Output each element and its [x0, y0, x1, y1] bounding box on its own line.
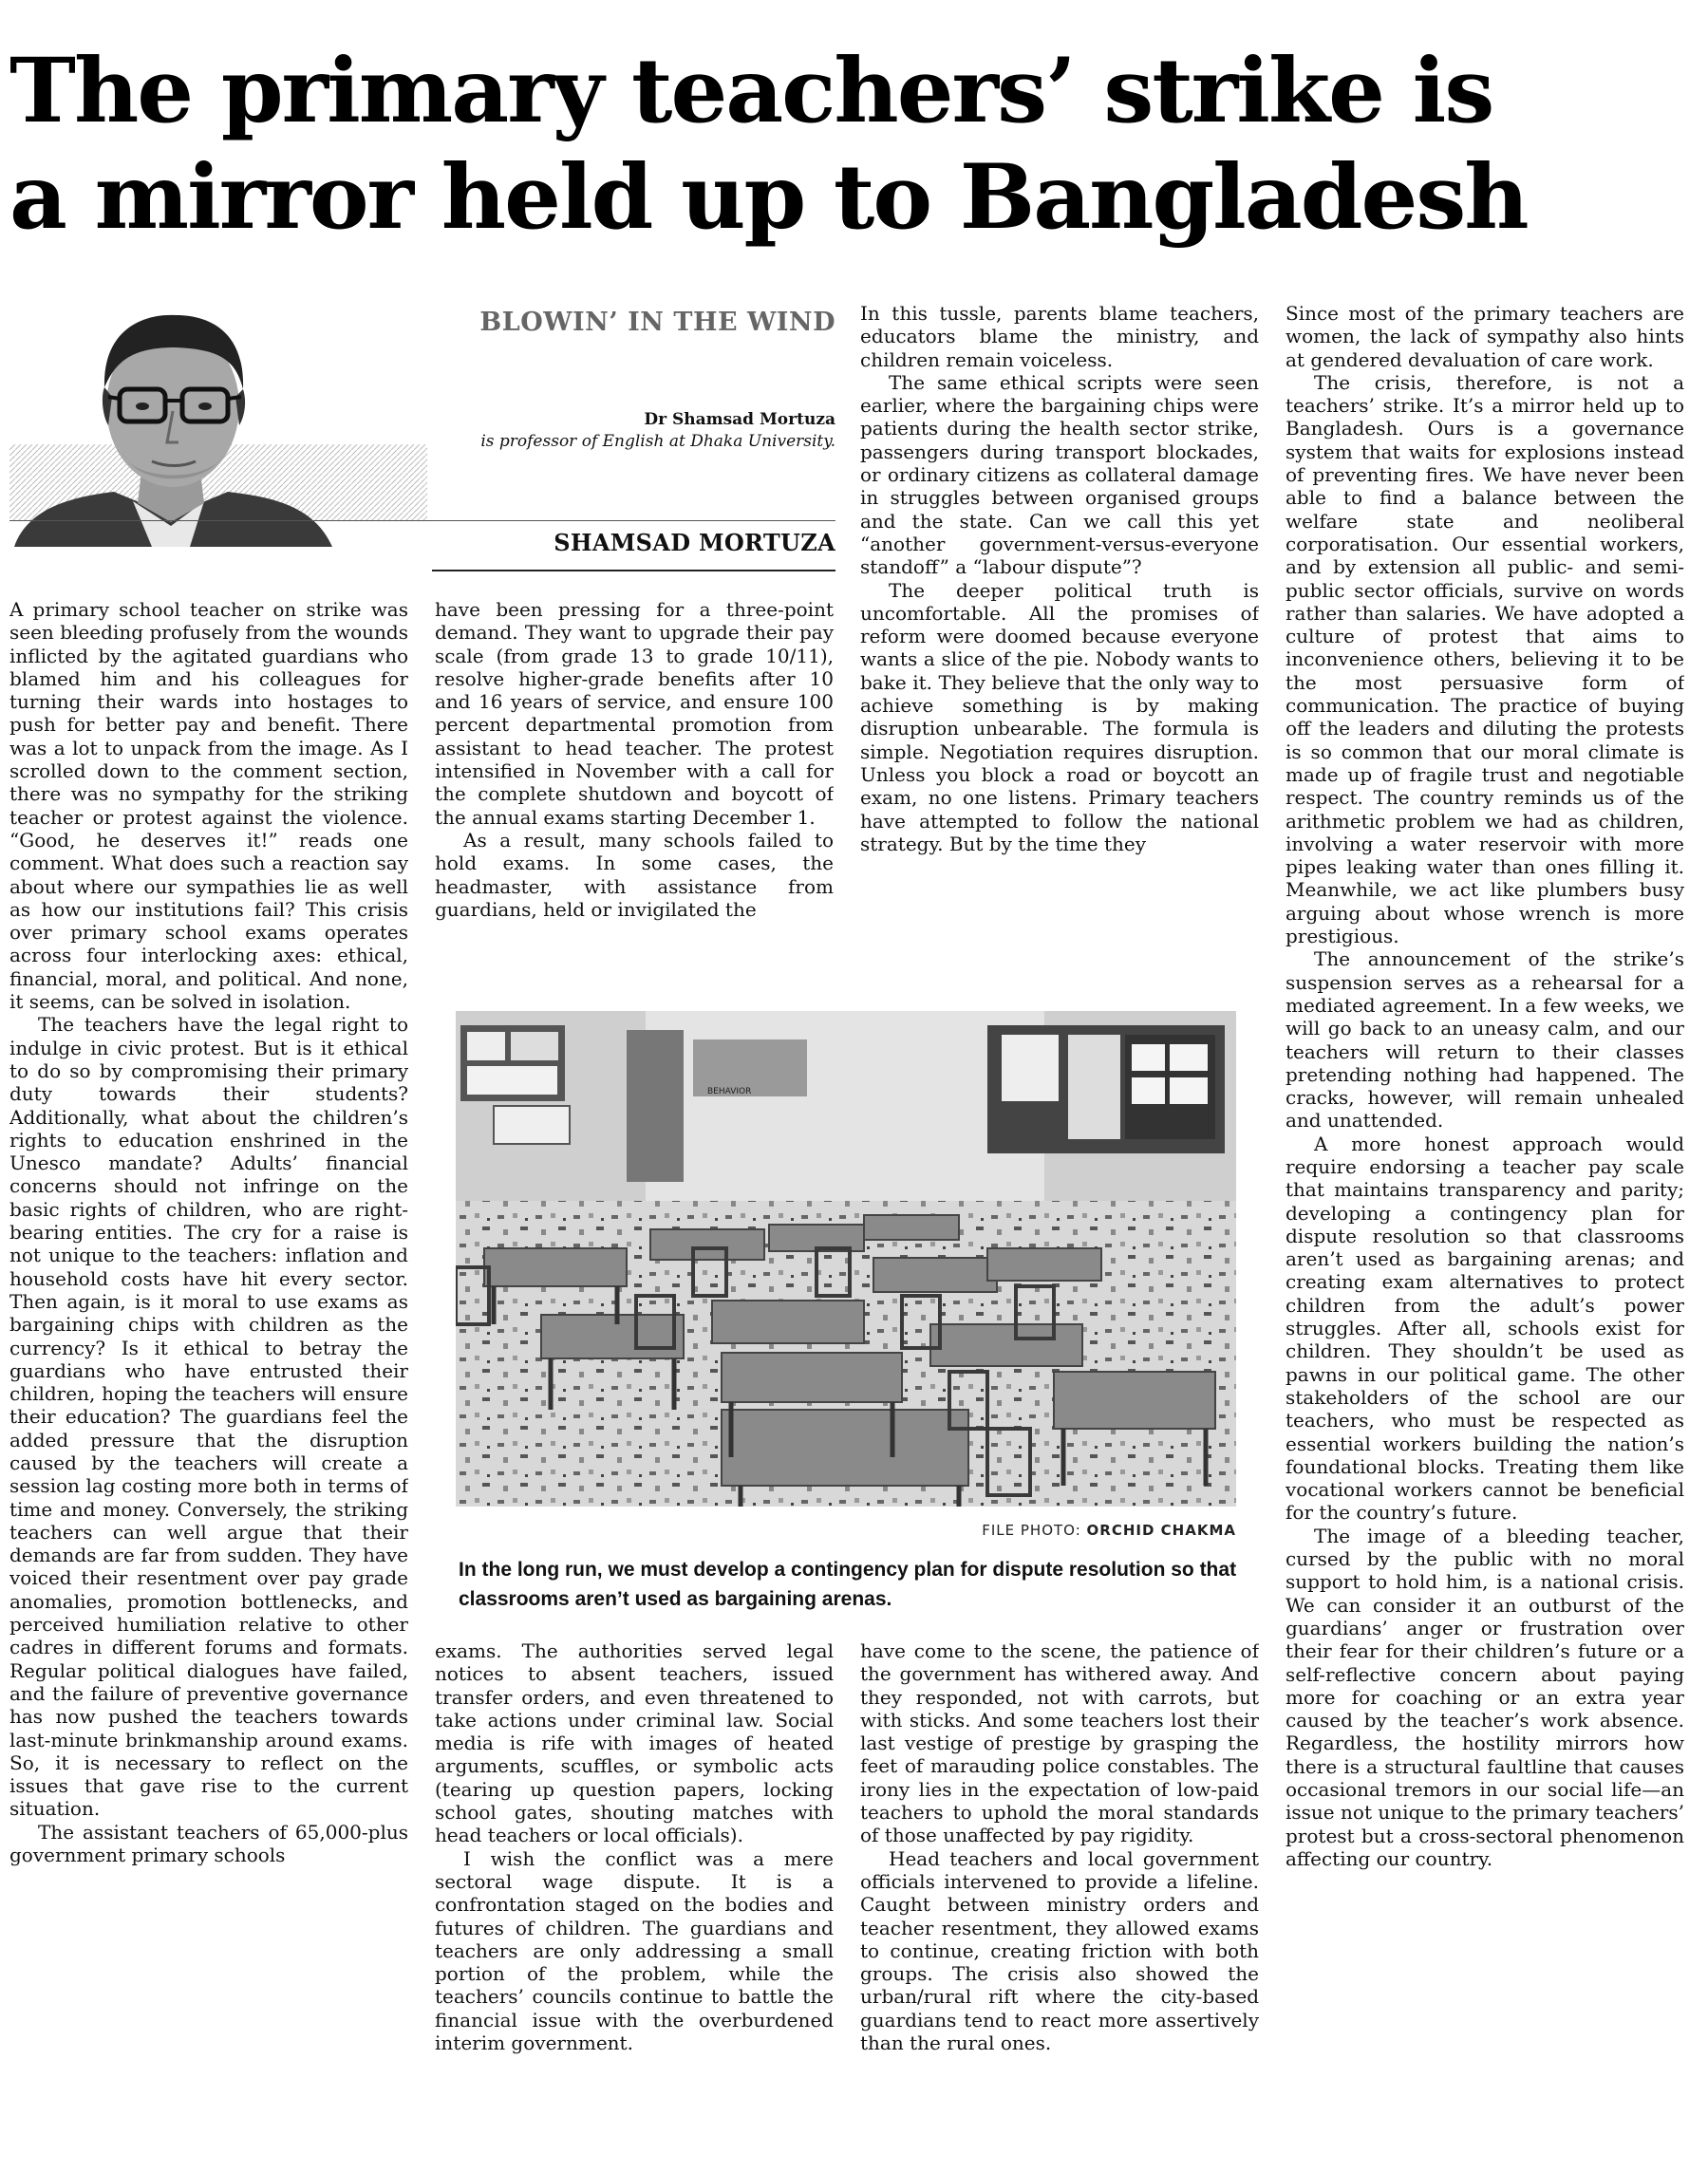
- article-column-2-top: [435, 598, 834, 987]
- paragraph: exams. The authorities served legal notices to absent teachers, issued transfer orders, and even threatened to take actions under criminal law. Social media is rife with images of heated arguments, scuffles, or symbolic acts (tearing up question papers, locking school gates, shouting matches with head teachers or local officials).: [435, 1639, 834, 1847]
- byline: SHAMSAD MORTUZA: [554, 529, 835, 556]
- author-photo: [9, 302, 427, 547]
- paragraph: The crisis, therefore, is not a teachers’ strike. It’s a mirror held up to Bangladesh. Ours is a governance system that waits for explosions instead of preventing fires. We have never been able to find a balance between the welfare state and neoliberal corporatisation. Our essential workers, and by extension all public- and semi-public sector officials, survive on words rather than salaries. We have adopted a culture of protest that aims to inconvenience others, believing it to be the most persuasive form of communication. The practice of buying off the leaders and diluting the protests is so common that our moral climate is made up of fragile trust and negotiable respect. The country reminds us of the arithmetic problem we had as children, involving a water reservoir with more pipes leaking water than ones filling it. Meanwhile, we act like plumbers busy arguing about whose wrench is more prestigious.: [1286, 370, 1684, 948]
- paragraph: A primary school teacher on strike was seen bleeding profusely from the wounds inflicted by the agitated guardians who blamed him and his colleagues for turning their wards into hostages to push for better pay and benefit. There was a lot to unpack from the image. As I scrolled down to the comment section, there was no sympathy for the striking teacher or protest against the violence. “Good, he deserves it!” reads one comment. What does such a reaction say about where our sympathies lie as well as how our institutions fail? This crisis over primary school exams operates across four interlocking axes: ethical, financial, moral, and political. And none, it seems, can be solved in isolation.: [9, 598, 408, 1014]
- article-column-3-bottom: [860, 1639, 1259, 2166]
- paragraph: Since most of the primary teachers are women, the lack of sympathy also hints at gendered devaluation of care work.: [1286, 302, 1684, 371]
- classroom-photo: [456, 1011, 1236, 1507]
- paragraph: The announcement of the strike’s suspension serves as a rehearsal for a mediated agreement. In a few weeks, we will go back to an uneasy calm, and our teachers will return to their classes pretending nothing had happened. The cracks, however, will remain unhealed and unattended.: [1286, 947, 1684, 1133]
- column-label: BLOWIN’ IN THE WIND: [479, 308, 835, 337]
- paragraph: The teachers have the legal right to indulge in civic protest. But is it ethical to do so by compromising their primary duty towards their students? Additionally, what about the children’s rights to education enshrined in the Unesco mandate? Adults’ financial concerns should not infringe on the basic rights of children, who are right-bearing entities. The cry for a raise is not unique to the teachers: inflation and household costs have hit every sector. Then again, is it moral to use exams as bargaining chips with children as the currency? Is it ethical to betray the guardians who have entrusted their children, hoping the teachers will ensure their education? The guardians feel the added pressure that the disruption caused by the teachers will create a session lag costing more both in terms of time and money. Conversely, the striking teachers can well argue that their demands are far from sudden. They have voiced their resentment over pay grade anomalies, promotion bottlenecks, and perceived humiliation relative to other cadres in different forums and formats. Regular political dialogues have failed, and the failure of preventive governance has now pushed the teachers towards last-minute brinkmanship around exams. So, it is necessary to reflect on the issues that gave rise to the current situation.: [9, 1013, 408, 1821]
- paragraph: The image of a bleeding teacher, cursed by the public with no moral support to hold him, is a national crisis. We can consider it an outburst of the guardians’ anger or frustration over their fear for their children’s future or a self-reflective concern about paying more for coaching or an extra year caused by the teacher’s work absence. Regardless, the hostility mirrors how there is a structural faultline that causes occasional tremors in our social life—an issue not unique to the primary teachers’ protest but a cross-sectoral phenomenon affecting our country.: [1286, 1524, 1684, 1870]
- headline-line-1: The primary teachers’ strike is: [9, 39, 1493, 143]
- paragraph: As a result, many schools failed to hold exams. In some cases, the headmaster, with assistance from guardians, held or invigilated the: [435, 828, 834, 921]
- paragraph: have come to the scene, the patience of the government has withered away. And they responded, not with carrots, but with sticks. And some teachers lost their last vestige of prestige by grasping the feet of marauding police constables. The irony lies in the expectation of low-paid teachers to uphold the moral standards of those unaffected by pay rigidity.: [860, 1639, 1259, 1847]
- author-divider: [9, 520, 835, 521]
- article-column-1: [9, 598, 408, 2164]
- article-column-2-bottom: [435, 1639, 834, 2166]
- credit-prefix: FILE PHOTO:: [982, 1522, 1081, 1539]
- author-name: Dr Shamsad Mortuza: [644, 410, 835, 429]
- paragraph: In this tussle, parents blame teachers, educators blame the ministry, and children remain voiceless.: [860, 302, 1259, 371]
- byline-divider: [432, 570, 835, 571]
- photo-caption: In the long run, we must develop a contingency plan for dispute resolution so that classrooms aren’t used as bargaining arenas.: [459, 1559, 1237, 1610]
- paragraph: The deeper political truth is uncomfortable. All the promises of reform were doomed because everyone wants a slice of the pie. Nobody wants to bake it. They believe that the only way to achieve something is by making disruption unbearable. The formula is simple. Negotiation requires disruption. Unless you block a road or boycott an exam, no one listens. Primary teachers have attempted to follow the national strategy. But by the time they: [860, 578, 1259, 855]
- paragraph: Head teachers and local government officials intervened to provide a lifeline. Caught between ministry orders and teacher resentment, they allowed exams to continue, creating friction with both groups. The crisis also showed the urban/rural rift where the city-based guardians tend to react more assertively than the rural ones.: [860, 1846, 1259, 2055]
- paragraph: have been pressing for a three-point demand. They want to upgrade their pay scale (from grade 13 to grade 10/11), resolve higher-grade benefits after 10 and 16 years of service, and ensure 100 percent departmental promotion from assistant to head teacher. The protest intensified in November with a call for the complete shutdown and boycott of the annual exams starting December 1.: [435, 598, 834, 829]
- article-column-3-top: [860, 302, 1259, 987]
- credit-name: ORCHID CHAKMA: [1086, 1522, 1236, 1539]
- board-label: BEHAVIOR: [707, 1087, 752, 1096]
- paragraph: I wish the conflict was a mere sectoral wage dispute. It is a confrontation staged on the bodies and futures of children. The guardians and teachers are only addressing a small portion of the problem, while the teachers’ councils continue to battle the financial issue with the overburdened interim government.: [435, 1846, 834, 2055]
- headline-line-2: a mirror held up to Bangladesh: [9, 145, 1528, 250]
- headline: [9, 38, 1699, 251]
- paragraph: The same ethical scripts were seen earlier, where the bargaining chips were patients during the health sector strike, passengers during transport blockades, or ordinary citizens as collateral damage in struggles between organised groups and the state. Can we call this yet “another government-versus-everyone standoff” a “labour dispute”?: [860, 370, 1259, 579]
- photo-credit: [456, 1522, 1236, 1539]
- paragraph: The assistant teachers of 65,000-plus government primary schools: [9, 1820, 408, 1867]
- author-description: is professor of English at Dhaka University.: [480, 432, 835, 451]
- paragraph: A more honest approach would require endorsing a teacher pay scale that maintains transparency and parity; developing a contingency plan for dispute resolution so that classrooms aren’t used as bargaining arenas; and creating exam alternatives to protect children from the adult’s power struggles. After all, schools exist for children. They shouldn’t be used as pawns in our political game. The other stakeholders of the school are our teachers, who must be respected as essential workers building the nation’s foundational blocks. Treating them like vocational workers cannot be beneficial for the country’s future.: [1286, 1132, 1684, 1525]
- article-column-4: [1286, 302, 1684, 2166]
